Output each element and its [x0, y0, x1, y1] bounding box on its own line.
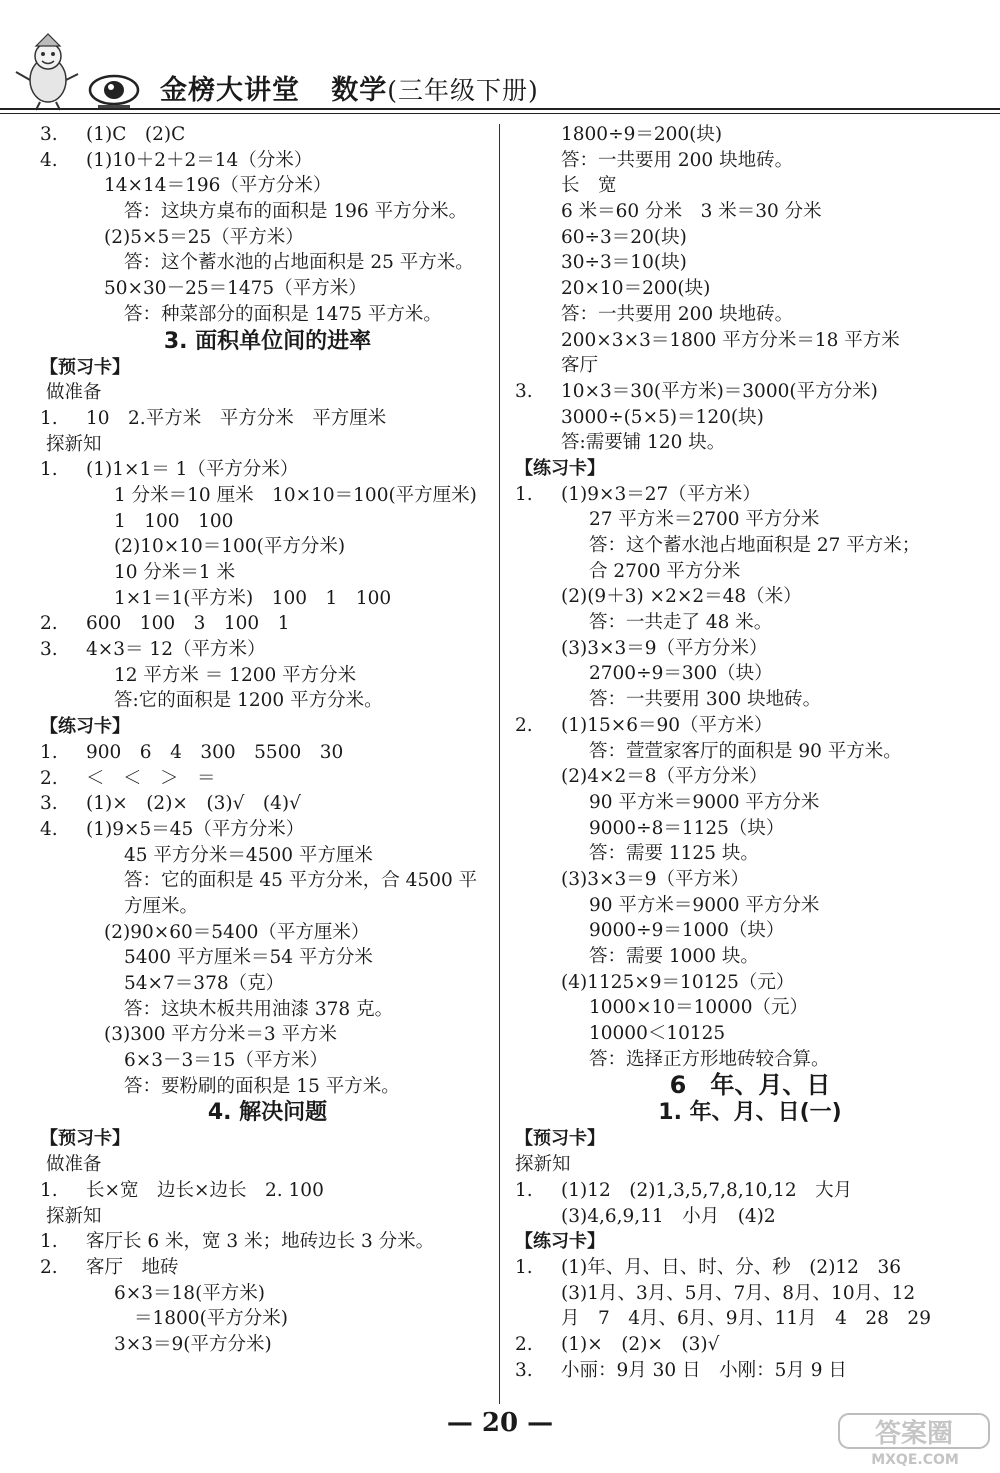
answer-text: (1)× (2)× (3)√ (4)√: [86, 793, 301, 815]
answer-line: [40, 1332, 495, 1358]
chapter-heading: 6 年、月、日: [669, 1071, 831, 1100]
answer-text: 1800÷9＝200(块): [561, 124, 723, 145]
section-heading: 1. 年、月、日(一): [658, 1100, 842, 1126]
item-number: 3.: [515, 380, 533, 402]
answer-text: 1×1＝1(平方米) 100 1 100: [114, 587, 392, 609]
header-rule-thin: [0, 113, 1000, 114]
answer-line: [40, 920, 495, 946]
answer-line: [515, 1204, 985, 1230]
answer-text: (3)4,6,9,11 小月 (4)2: [561, 1205, 776, 1227]
answer-line: [40, 791, 495, 817]
answer-line: [40, 380, 495, 406]
answer-text: (1)× (2)× (3)√: [561, 1333, 720, 1355]
answer-text: 60÷3＝20(块): [561, 226, 687, 248]
answer-line: [40, 945, 495, 971]
answer-line: [40, 688, 495, 714]
answer-text: 3000÷(5×5)＝120(块): [561, 406, 764, 428]
answer-line: [515, 944, 985, 970]
answer-text: 答:它的面积是 1200 平方分米。: [114, 690, 383, 712]
answer-line: [515, 379, 985, 405]
answer-line: [40, 1281, 495, 1307]
header-title: [160, 68, 539, 107]
answer-line: [40, 868, 495, 894]
answer-text: 月 7 4月、6月、9月、11月 4 28 29: [561, 1308, 931, 1330]
answer-text: (3)300 平方分米＝3 平方米: [104, 1024, 338, 1046]
answer-line: [515, 1281, 985, 1307]
item-number: 1.: [40, 1231, 58, 1253]
answer-line: [515, 1021, 985, 1047]
answer-text: 答：种菜部分的面积是 1475 平方米。: [124, 303, 442, 325]
item-number: 3.: [40, 639, 58, 661]
answer-text: 10 分米＝1 米: [114, 562, 236, 583]
answer-line: [40, 997, 495, 1023]
answer-text: 客厅: [561, 355, 599, 377]
answer-line: [515, 507, 985, 533]
card-heading: 【预习卡】: [40, 1128, 130, 1150]
answer-text: 做准备: [46, 1154, 102, 1176]
answer-line: [515, 1152, 985, 1178]
answer-line: [515, 1332, 985, 1358]
brand-logo-icon: [86, 72, 142, 112]
answer-text: 答：选择正方形地砖较合算。: [589, 1048, 830, 1070]
answer-line: [40, 225, 495, 251]
item-number: 2.: [515, 1333, 533, 1355]
item-number: 1.: [40, 1179, 58, 1201]
answer-line: [515, 1306, 985, 1332]
answer-line: [40, 1229, 495, 1255]
answer-text: 长 宽: [561, 175, 617, 197]
answer-text: (1)1×1＝ 1（平方分米）: [86, 459, 299, 481]
answer-text: (1)年、月、日、时、分、秒 (2)12 36: [561, 1256, 901, 1278]
answer-text: 6 米＝60 分米 3 米＝30 分米: [561, 201, 822, 223]
card-heading: 【预习卡】: [515, 1128, 605, 1150]
answer-text: (3)3×3＝9（平方米）: [561, 868, 750, 890]
answer-text: (1)9×5＝45（平方分米）: [86, 818, 305, 840]
answer-line: [515, 816, 985, 842]
answer-line: [40, 586, 495, 612]
answer-text: 1000×10＝10000（元）: [589, 997, 808, 1019]
answer-line: [515, 276, 985, 302]
item-number: 2.: [515, 714, 533, 736]
answer-line: [40, 971, 495, 997]
card-heading: 【练习卡】: [515, 1231, 605, 1253]
answer-text: 1 分米＝10 厘米 10×10＝100(平方厘米): [114, 484, 477, 506]
answer-line: [515, 302, 985, 328]
answer-line: [40, 766, 495, 792]
answer-text: 10000＜10125: [589, 1023, 726, 1045]
answer-line: [515, 841, 985, 867]
answer-text: 6×3＝18(平方米): [114, 1282, 266, 1304]
item-number: 4.: [40, 149, 58, 171]
right-column: [515, 122, 985, 1383]
item-number: 3.: [40, 793, 58, 815]
answer-line: [515, 559, 985, 585]
answer-line: [40, 843, 495, 869]
answer-line: [40, 1306, 495, 1332]
answer-text: 答：一共走了 48 米。: [589, 612, 773, 634]
answer-line: [515, 764, 985, 790]
answer-line: [515, 995, 985, 1021]
answer-text: 探新知: [46, 433, 102, 455]
answer-text: (1)15×6＝90（平方米）: [561, 714, 773, 736]
item-number: 2.: [40, 613, 58, 635]
answer-text: 探新知: [46, 1205, 102, 1227]
answer-text: 答：一共要用 200 块地砖。: [561, 303, 794, 325]
answer-line: [515, 405, 985, 431]
item-number: 3.: [40, 124, 58, 145]
answer-text: 9000÷9＝1000（块）: [589, 920, 785, 942]
answer-line: [40, 1204, 495, 1230]
answer-line: [40, 1022, 495, 1048]
answer-text: 1 100 100: [114, 510, 234, 532]
answer-text: (2)10×10＝100(平方分米): [114, 536, 346, 558]
answer-text: (1)10＋2＋2＝14（分米）: [86, 149, 313, 171]
item-number: 4.: [40, 818, 58, 840]
card-heading: 【预习卡】: [40, 356, 130, 378]
answer-text: (1)C (2)C: [86, 124, 186, 145]
answer-text: 90 平方米＝9000 平方分米: [589, 791, 820, 813]
answer-line: [40, 302, 495, 328]
answer-text: 10 2.平方米 平方分米 平方厘米: [86, 407, 387, 429]
answer-text: 客厅 地砖: [86, 1256, 179, 1278]
answer-line: [515, 790, 985, 816]
answer-text: (3)1月、3月、5月、7月、8月、10月、12: [561, 1282, 916, 1304]
answer-text: (2)4×2＝8（平方分米）: [561, 766, 768, 788]
answer-line: [40, 483, 495, 509]
item-number: 2.: [40, 767, 58, 789]
answer-text: 答：一共要用 300 块地砖。: [589, 689, 822, 711]
answer-line: [40, 122, 495, 148]
answer-text: (2)90×60＝5400（平方厘米）: [104, 921, 370, 943]
answer-text: 20×10＝200(块): [561, 278, 711, 300]
answer-text: (1)12 (2)1,3,5,7,8,10,12 大月: [561, 1179, 853, 1201]
answer-text: 30÷3＝10(块): [561, 252, 687, 274]
answer-text: 客厅长 6 米，宽 3 米；地砖边长 3 分米。: [86, 1231, 435, 1253]
answer-text: 答:需要铺 120 块。: [561, 432, 726, 454]
answer-text: 答：这个蓄水池占地面积是 27 平方米；: [589, 535, 921, 556]
answer-text: 2700÷9＝300（块）: [589, 663, 773, 685]
answer-line: [515, 199, 985, 225]
item-number: 1.: [515, 1179, 533, 1201]
answer-line: [40, 560, 495, 586]
answer-line: [515, 148, 985, 174]
answer-line: [515, 173, 985, 199]
answer-text: 90 平方米＝9000 平方分米: [589, 894, 820, 916]
answer-line: [40, 276, 495, 302]
answer-text: 10×3＝30(平方米)＝3000(平方分米): [561, 380, 878, 402]
watermark-url: MXQE.COM: [871, 1452, 959, 1468]
answer-line: [515, 250, 985, 276]
answer-text: 54×7＝378（克）: [124, 973, 285, 994]
page-number: — 20 —: [446, 1408, 554, 1438]
answer-text: 做准备: [46, 382, 102, 404]
answer-text: 12 平方米 ＝ 1200 平方分米: [114, 664, 357, 686]
answer-line: [40, 663, 495, 689]
answer-line: [515, 1047, 985, 1073]
answer-line: [515, 353, 985, 379]
item-number: 1.: [40, 407, 58, 429]
answer-line: [515, 739, 985, 765]
answer-line: [40, 509, 495, 535]
answer-text: 900 6 4 300 5500 30: [86, 741, 344, 763]
answer-line: [40, 250, 495, 276]
answer-text: 4×3＝ 12（平方米）: [86, 639, 266, 661]
answer-line: [40, 534, 495, 560]
answer-line: [40, 148, 495, 174]
header-rule: [0, 108, 1000, 110]
answer-line: [515, 533, 985, 559]
card-heading: 【练习卡】: [515, 457, 605, 479]
answer-text: 答：萱萱家客厅的面积是 90 平方米。: [589, 740, 902, 762]
answer-line: [40, 1152, 495, 1178]
answer-line: [40, 1074, 495, 1100]
answer-text: 5400 平方厘米＝54 平方分米: [124, 947, 373, 969]
answer-text: 答：这块木板共用油漆 378 克。: [124, 998, 394, 1020]
answer-line: [40, 406, 495, 432]
answer-line: [515, 713, 985, 739]
answer-text: (1)9×3＝27（平方米）: [561, 483, 761, 505]
item-number: 3.: [515, 1359, 533, 1381]
answer-text: 45 平方分米＝4500 平方厘米: [124, 844, 373, 866]
answer-line: [40, 894, 495, 920]
answer-text: 答：需要 1125 块。: [589, 843, 759, 865]
grade-label: (三年级下册): [387, 76, 539, 105]
answer-line: [515, 482, 985, 508]
answer-text: (4)1125×9＝10125（元）: [561, 971, 795, 993]
answer-line: [515, 1358, 985, 1384]
mascot-icon: [8, 32, 83, 112]
answer-text: 27 平方米＝2700 平方分米: [589, 509, 820, 531]
answer-text: 方厘米。: [124, 895, 199, 917]
answer-line: [40, 199, 495, 225]
answer-text: ＜ ＜ ＞ ＝: [86, 767, 216, 789]
answer-text: 答：这块方桌布的面积是 196 平方分米。: [124, 201, 468, 223]
answer-text: 答：要粉刷的面积是 15 平方米。: [124, 1075, 400, 1097]
answer-line: [515, 918, 985, 944]
answer-line: [40, 637, 495, 663]
left-column: [40, 122, 495, 1358]
answer-line: [515, 970, 985, 996]
answer-line: [515, 687, 985, 713]
answer-line: [515, 610, 985, 636]
answer-text: 长×宽 边长×边长 2. 100: [86, 1179, 324, 1201]
answer-line: [515, 225, 985, 251]
answer-line: [40, 1048, 495, 1074]
answer-line: [40, 1178, 495, 1204]
answer-text: 9000÷8＝1125（块）: [589, 817, 785, 839]
answer-text: 3×3＝9(平方分米): [114, 1333, 272, 1355]
answer-line: [40, 457, 495, 483]
section-heading: 4. 解决问题: [207, 1100, 328, 1126]
subject-name: 数学: [331, 75, 388, 106]
answer-text: (2)5×5＝25（平方米）: [104, 226, 304, 248]
answer-text: 6×3－3＝15（平方米）: [124, 1050, 328, 1072]
answer-line: [40, 740, 495, 766]
answer-text: 探新知: [515, 1154, 571, 1176]
answer-text: (3)3×3＝9（平方分米）: [561, 637, 768, 659]
answer-line: [515, 122, 985, 148]
brand-name: 金榜大讲堂: [160, 75, 300, 106]
item-number: 2.: [40, 1256, 58, 1278]
watermark-text: 答案圈: [874, 1419, 954, 1449]
answer-text: 14×14＝196（平方分米）: [104, 175, 332, 197]
answer-line: [515, 1178, 985, 1204]
card-heading: 【练习卡】: [40, 716, 130, 738]
answer-line: [515, 636, 985, 662]
answer-text: 答：这个蓄水池的占地面积是 25 平方米。: [124, 252, 474, 274]
page-header: [0, 0, 1000, 118]
answer-line: [515, 430, 985, 456]
answer-line: [515, 661, 985, 687]
answer-line: [40, 432, 495, 458]
answer-text: 答：需要 1000 块。: [589, 946, 759, 967]
answer-text: 50×30－25＝1475（平方米）: [104, 278, 367, 300]
item-number: 1.: [40, 459, 58, 481]
answer-text: 答：一共要用 200 块地砖。: [561, 149, 794, 171]
answer-text: (2)(9＋3) ×2×2＝48（米）: [561, 586, 802, 608]
section-heading: 3. 面积单位间的进率: [163, 328, 372, 354]
answer-text: 600 100 3 100 1: [86, 613, 290, 635]
answer-line: [40, 1255, 495, 1281]
answer-line: [515, 328, 985, 354]
item-number: 1.: [515, 1256, 533, 1278]
answer-line: [40, 611, 495, 637]
answer-line: [515, 1255, 985, 1281]
answer-line: [515, 893, 985, 919]
item-number: 1.: [40, 741, 58, 763]
answer-text: ＝1800(平方分米): [134, 1308, 289, 1330]
answer-text: 答：它的面积是 45 平方分米，合 4500 平: [124, 870, 478, 892]
answer-text: 小丽：9月 30 日 小刚：5月 9 日: [561, 1359, 847, 1381]
item-number: 1.: [515, 483, 533, 505]
watermark-logo: [835, 1410, 995, 1468]
answer-line: [40, 173, 495, 199]
answer-line: [40, 817, 495, 843]
answer-line: [515, 584, 985, 610]
answer-text: 合 2700 平方分米: [589, 560, 741, 582]
answer-line: [515, 867, 985, 893]
answer-text: 200×3×3＝1800 平方分米＝18 平方米: [561, 329, 900, 351]
column-divider: [499, 124, 500, 1404]
